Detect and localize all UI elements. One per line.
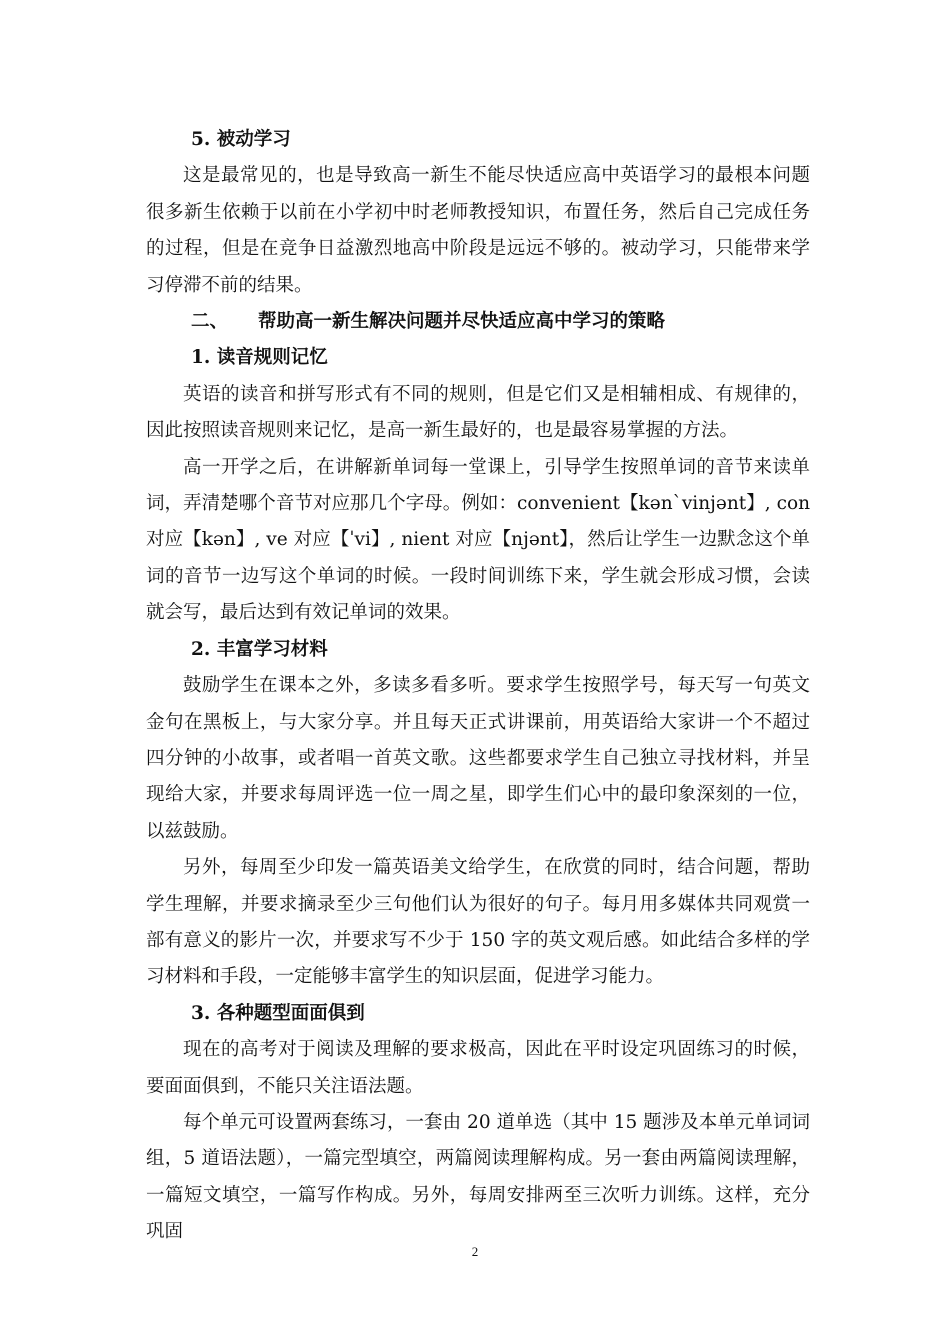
subheading-question-types: 3. 各种题型面面俱到: [191, 1002, 365, 1024]
paragraph: 英语的读音和拼写形式有不同的规则，但是它们又是相辅相成、有规律的，因此按照读音规则来记忆，是高一新生最好的，也是最容易掌握的方法。: [146, 383, 810, 442]
document-body: [146, 122, 810, 1251]
paragraph: 高一开学之后，在讲解新单词每一堂课上，引导学生按照单词的音节来读单词，弄清楚哪个音节对应那几个字母。例如：convenient【kən`vinjənt】, con 对应【kən】, ve 对应【ˈvi】, nient 对应【njənt】，然后让学生一边默念这个单词的音节一边写这个单词的时候。一段时间训练下来，学生就会形成习惯，会读就会写，最后达到有效记单词的效果。: [146, 456, 810, 624]
subheading-materials: 2. 丰富学习材料: [191, 638, 328, 660]
subheading-pronunciation: 1. 读音规则记忆: [191, 347, 328, 369]
major-heading: [146, 304, 810, 340]
major-heading-number: 二、: [191, 311, 229, 333]
paragraph: 这是最常见的，也是导致高一新生不能尽快适应高中英语学习的最根本问题很多新生依赖于以前在小学初中时老师教授知识，布置任务，然后自己完成任务的过程，但是在竞争日益激烈地高中阶段是远远不够的。被动学习，只能带来学习停滞不前的结果。: [146, 165, 810, 296]
section-heading-passive-learning: 5. 被动学习: [191, 129, 291, 150]
paragraph: 每个单元可设置两套练习，一套由 20 道单选（其中 15 题涉及本单元单词词组，5 道语法题），一篇完型填空，两篇阅读理解构成。另一套由两篇阅读理解，一篇短文填空，一篇写作构成。另外，每周安排两至三次听力训练。这样，充分巩固: [146, 1111, 810, 1243]
paragraph: 鼓励学生在课本之外，多读多看多听。要求学生按照学号，每天写一句英文金句在黑板上，与大家分享。并且每天正式讲课前，用英语给大家讲一个不超过四分钟的小故事，或者唱一首英文歌。这些都要求学生自己独立寻找材料，并呈现给大家，并要求每周评选一位一周之星，即学生们心中的最印象深刻的一位，以兹鼓励。: [146, 675, 810, 842]
paragraph: 现在的高考对于阅读及理解的要求极高，因此在平时设定巩固练习的时候，要面面俱到，不能只关注语法题。: [146, 1039, 810, 1097]
page-number: 2: [471, 1244, 479, 1259]
major-heading-title: 帮助高一新生解决问题并尽快适应高中学习的策略: [258, 311, 666, 333]
paragraph: 另外，每周至少印发一篇英语美文给学生，在欣赏的同时，结合问题，帮助学生理解，并要求摘录至少三句他们认为很好的句子。每月用多媒体共同观赏一部有意义的影片一次，并要求写不少于 150 字的英文观后感。如此结合多样的学习材料和手段，一定能够丰富学生的知识层面，促进学习能力。: [146, 857, 810, 988]
